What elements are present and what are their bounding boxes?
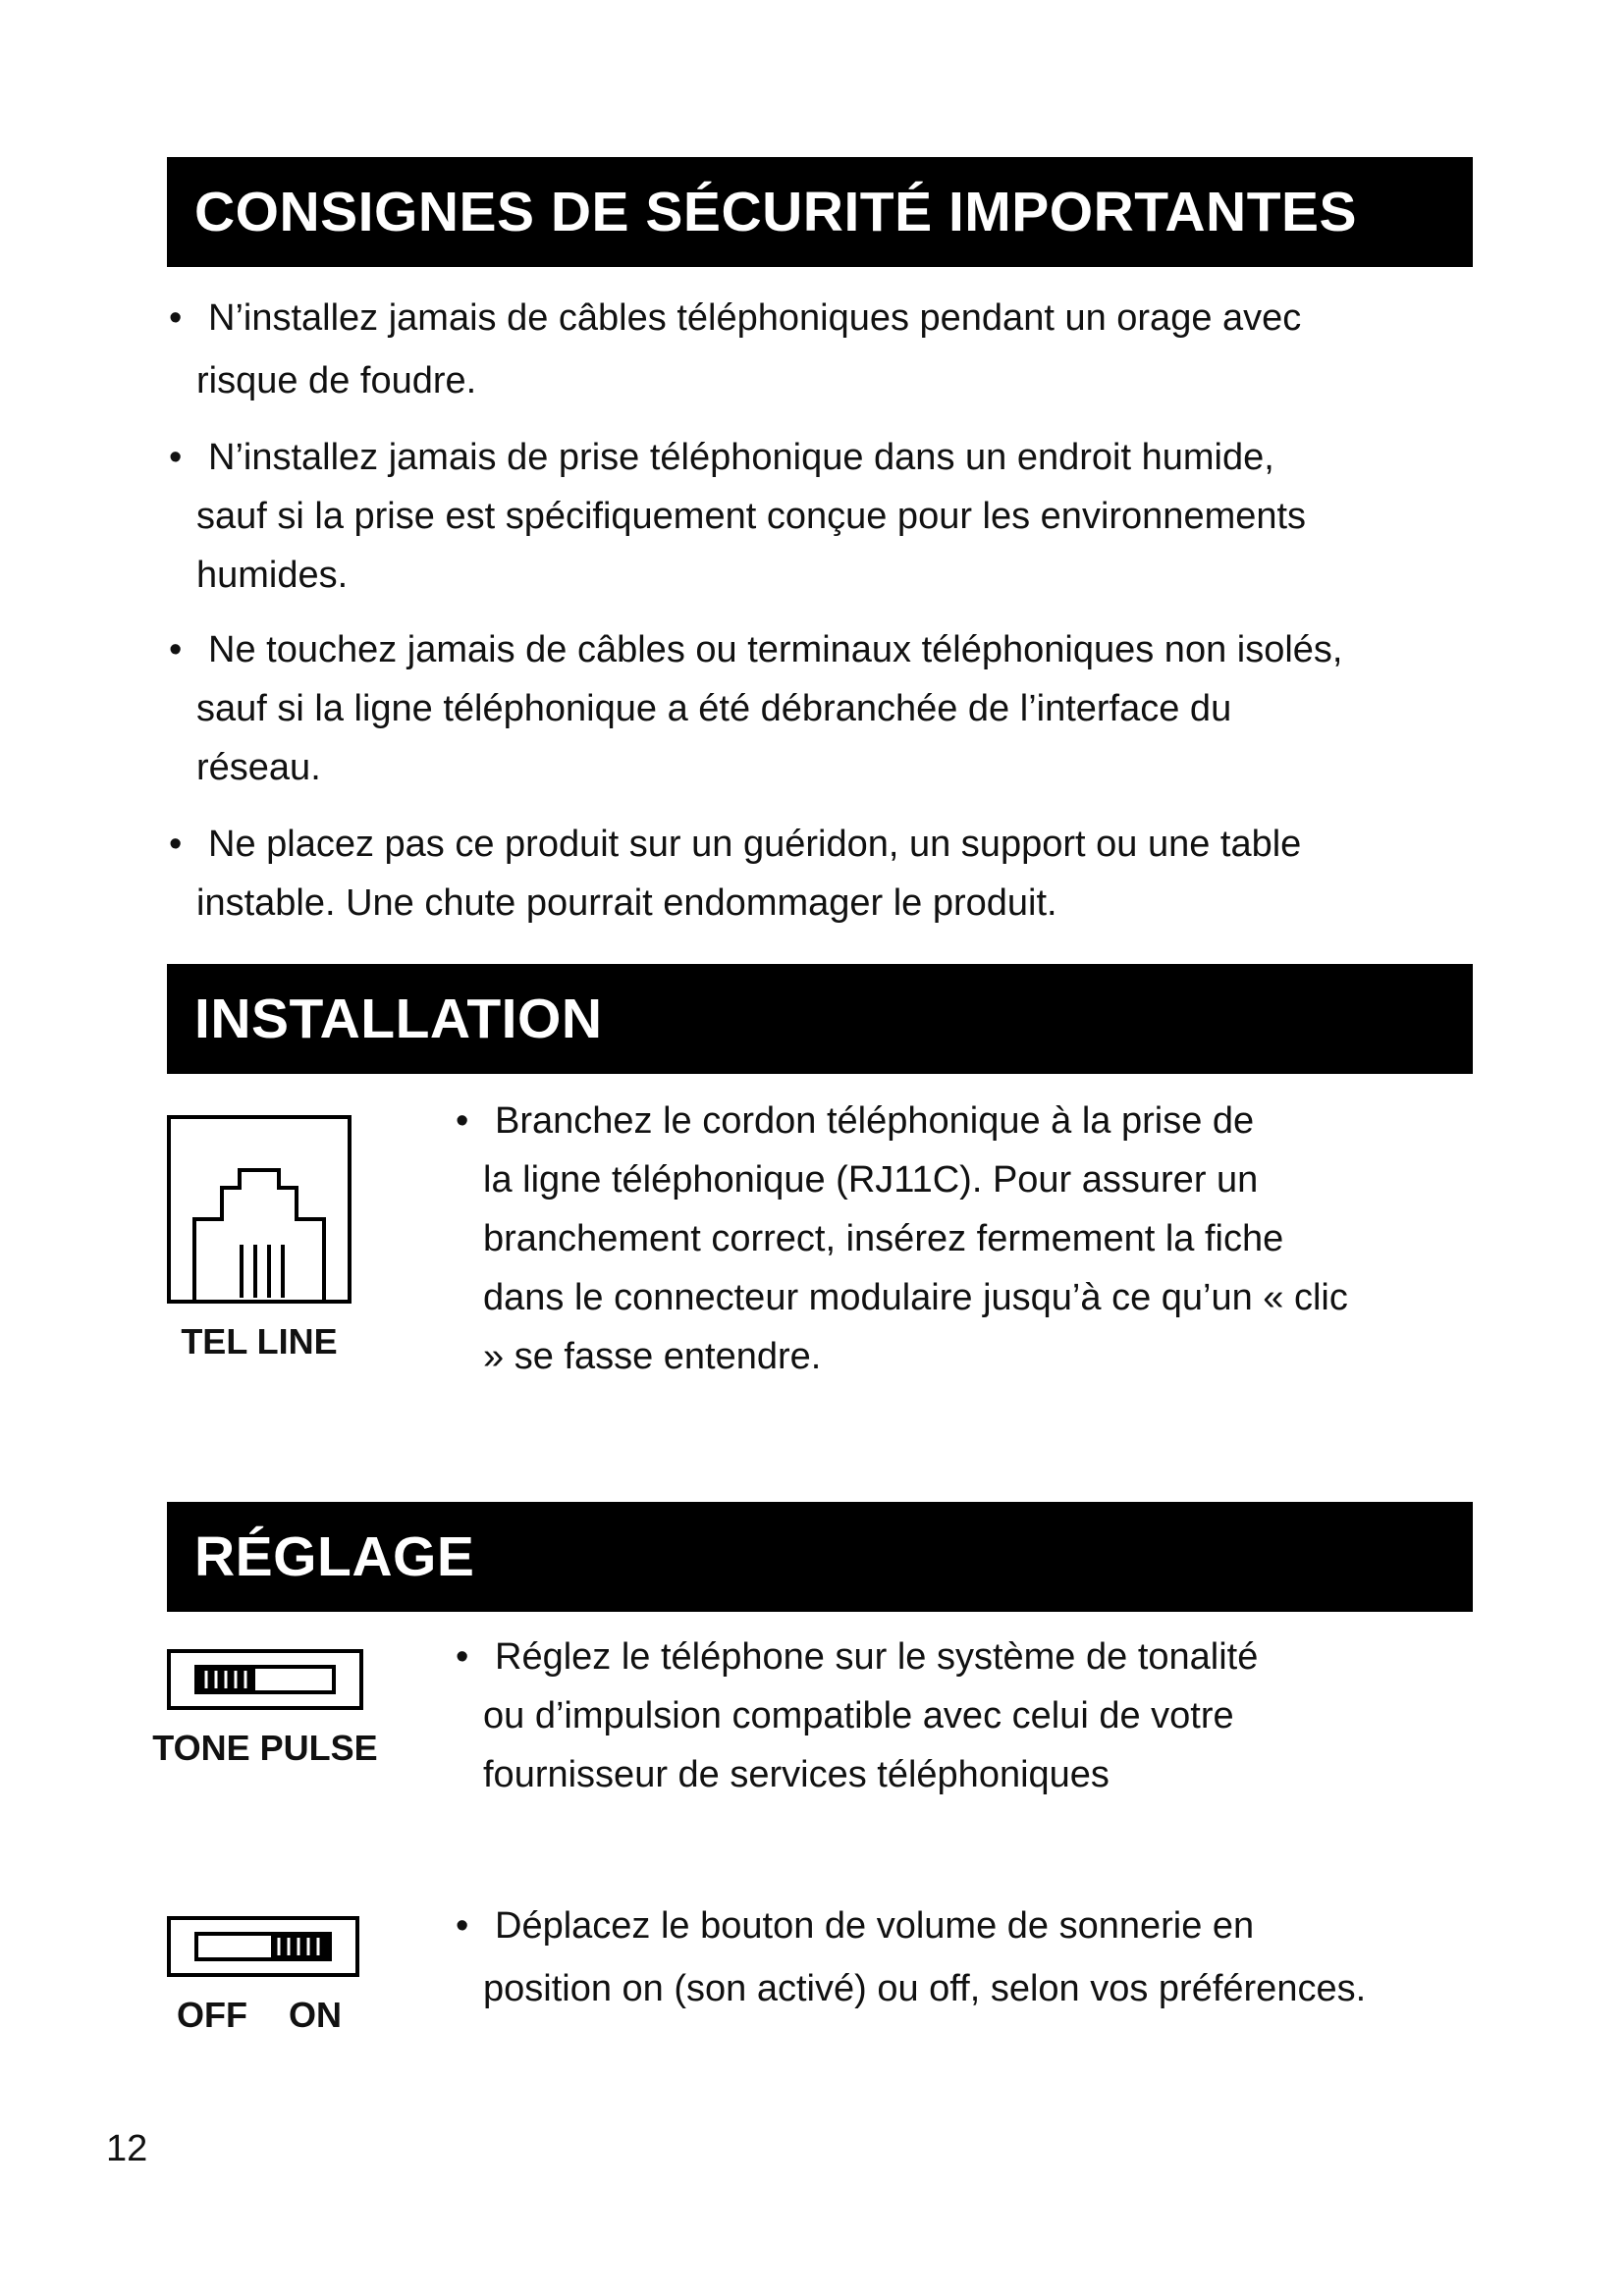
text-line: position on (son activé) ou off, selon vos préférences. — [483, 1968, 1367, 2009]
bullet-dot: • — [169, 437, 183, 478]
safety-bullet-1 — [169, 289, 1302, 410]
tone-pulse-label: TONE PULSE — [152, 1728, 378, 1768]
text-line: Ne touchez jamais de câbles ou terminaux téléphoniques non isolés, — [208, 629, 1343, 670]
text-line: Réglez le téléphone sur le système de tonalité — [495, 1636, 1259, 1678]
bullet-dot: • — [169, 629, 183, 670]
tone-pulse-switch-icon — [167, 1649, 363, 1710]
text-line: N’installez jamais de câbles téléphoniques pendant un orage avec — [208, 297, 1302, 339]
installation-bullet — [456, 1092, 1348, 1386]
bullet-dot: • — [456, 1636, 469, 1678]
safety-bullet-3 — [169, 620, 1343, 797]
text-line: dans le connecteur modulaire jusqu’à ce qu’un « clic — [483, 1277, 1348, 1318]
text-line: instable. Une chute pourrait endommager le produit. — [196, 882, 1057, 924]
section-header-safety — [167, 157, 1473, 267]
section-header-reglage — [167, 1502, 1473, 1612]
text-line: N’installez jamais de prise téléphonique dans un endroit humide, — [208, 437, 1274, 478]
ringer-off-label: OFF — [177, 1995, 247, 2035]
text-line: » se fasse entendre. — [483, 1336, 822, 1377]
tel-line-label: TEL LINE — [181, 1321, 338, 1362]
safety-bullet-2 — [169, 428, 1307, 605]
page-number: 12 — [106, 2128, 148, 2169]
text-line: Branchez le cordon téléphonique à la prise de — [495, 1100, 1255, 1142]
text-line: sauf si la prise est spécifiquement conçue pour les environnements — [196, 496, 1307, 537]
section-title-installation: INSTALLATION — [194, 988, 603, 1050]
ringer-bullet — [456, 1896, 1367, 2018]
text-line: ou d’impulsion compatible avec celui de votre — [483, 1695, 1234, 1736]
text-line: la ligne téléphonique (RJ11C). Pour assurer un — [483, 1159, 1259, 1201]
bullet-dot: • — [456, 1100, 469, 1142]
tone-bullet — [456, 1628, 1259, 1804]
text-line: Déplacez le bouton de volume de sonnerie en — [495, 1905, 1255, 1947]
phone-jack-icon — [167, 1115, 352, 1304]
section-title-safety: CONSIGNES DE SÉCURITÉ IMPORTANTES — [194, 181, 1358, 243]
text-line: branchement correct, insérez fermement la fiche — [483, 1218, 1284, 1259]
bullet-dot: • — [169, 824, 183, 865]
text-line: réseau. — [196, 747, 321, 788]
safety-bullet-4 — [169, 815, 1302, 933]
text-line: risque de foudre. — [196, 360, 477, 401]
bullet-dot: • — [169, 297, 183, 339]
ringer-on-label: ON — [289, 1995, 342, 2035]
bullet-dot: • — [456, 1905, 469, 1947]
ringer-switch-icon — [167, 1916, 359, 1977]
section-title-reglage: RÉGLAGE — [194, 1525, 475, 1588]
text-line: Ne placez pas ce produit sur un guéridon, un support ou une table — [208, 824, 1302, 865]
text-line: humides. — [196, 555, 349, 596]
text-line: sauf si la ligne téléphonique a été débranchée de l’interface du — [196, 688, 1232, 729]
text-line: fournisseur de services téléphoniques — [483, 1754, 1110, 1795]
section-header-installation — [167, 964, 1473, 1074]
